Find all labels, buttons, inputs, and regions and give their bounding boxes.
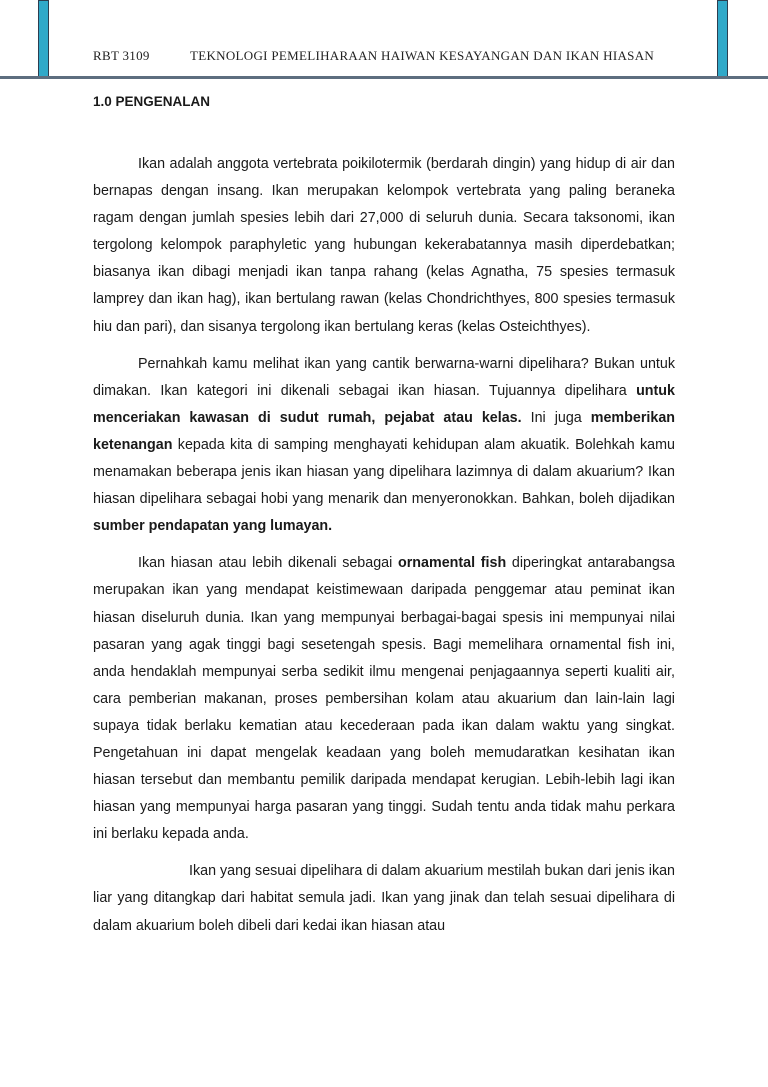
left-accent-bar <box>38 0 49 79</box>
bold-phrase: sumber pendapatan yang lumayan. <box>93 518 333 535</box>
paragraph-2 <box>93 351 675 541</box>
paragraph-text: kepada kita di samping menghayati kehidupan alam akuatik. Bolehkah kamu menamakan beberapa jenis ikan hiasan yang dipelihara lazimnya di dalam akuarium? Ikan hiasan dipelihara sebagai hobi yang menarik dan menyeronokkan. Bahkan, boleh dijadikan <box>93 436 675 508</box>
bold-phrase: memberikan ketenangan <box>93 409 675 453</box>
paragraph-3 <box>93 550 675 848</box>
document-body <box>93 151 675 950</box>
right-accent-bar <box>717 0 728 79</box>
paragraph-4: Ikan yang sesuai dipelihara di dalam akuarium mestilah bukan dari jenis ikan liar yang ditangkap dari habitat semula jadi. Ikan yang jinak dan telah sesuai dipelihara di dalam akuarium boleh dibeli dari kedai ikan hiasan atau <box>93 863 675 934</box>
header-rule <box>0 76 768 79</box>
paragraph-text: diperingkat antarabangsa merupakan ikan yang mendapat keistimewaan daripada penggemar atau peminat ikan hiasan diseluruh dunia. Ikan yang mempunyai berbagai-bagai spesis ini mempunyai nilai pasaran yang agak tinggi bagi sesetengah spesis. Bagi memelihara ornamental fish ini, anda hendaklah mempunyai serba sedikit ilmu mengenai penjagaannya seperti kualiti air, cara pemberian makanan, proses pembersihan kolam atau akuarium dan lain-lain lagi supaya tidak berlaku kematian atau kecederaan pada ikan dalam waktu yang singkat. Pengetahuan ini dapat mengelak keadaan yang boleh memudaratkan kesihatan ikan hiasan tersebut dan membantu pemilik daripada mendapat kerugian. Lebih-lebih lagi ikan hiasan yang mempunyai harga pasaran yang tinggi. Sudah tentu anda tidak mahu perkara ini berlaku kepada anda. <box>93 555 675 843</box>
bold-phrase: ornamental fish <box>398 555 507 572</box>
course-title: TEKNOLOGI PEMELIHARAAN HAIWAN KESAYANGAN DAN IKAN HIASAN <box>190 48 655 63</box>
paragraph-1: Ikan adalah anggota vertebrata poikilotermik (berdarah dingin) yang hidup di air dan bernapas dengan insang. Ikan merupakan kelompok vertebrata yang paling beraneka ragam dengan jumlah spesies lebih dari 27,000 di seluruh dunia. Secara taksonomi, ikan tergolong kelompok paraphyletic yang hubungan kekerabatannya masih diperdebatkan; biasanya ikan dibagi menjadi ikan tanpa rahang (kelas Agnatha, 75 spesies termasuk lamprey dan ikan hag), ikan bertulang rawan (kelas Chondrichthyes, 800 spesies termasuk hiu dan pari), dan sisanya tergolong ikan bertulang keras (kelas Osteichthyes). <box>93 156 675 335</box>
paragraph-text: Ini juga <box>521 409 591 426</box>
course-code: RBT 3109 <box>93 48 150 63</box>
section-title: 1.0 PENGENALAN <box>93 94 211 109</box>
paragraph-text: Ikan hiasan atau lebih dikenali sebagai <box>138 555 398 572</box>
page-header <box>93 48 677 64</box>
bold-phrase: untuk menceriakan kawasan di sudut rumah, pejabat atau kelas. <box>93 382 675 426</box>
paragraph-text: Pernahkah kamu melihat ikan yang cantik berwarna-warni dipelihara? Bukan untuk dimakan. Ikan kategori ini dikenali sebagai ikan hiasan. Tujuannya dipelihara <box>93 355 675 399</box>
